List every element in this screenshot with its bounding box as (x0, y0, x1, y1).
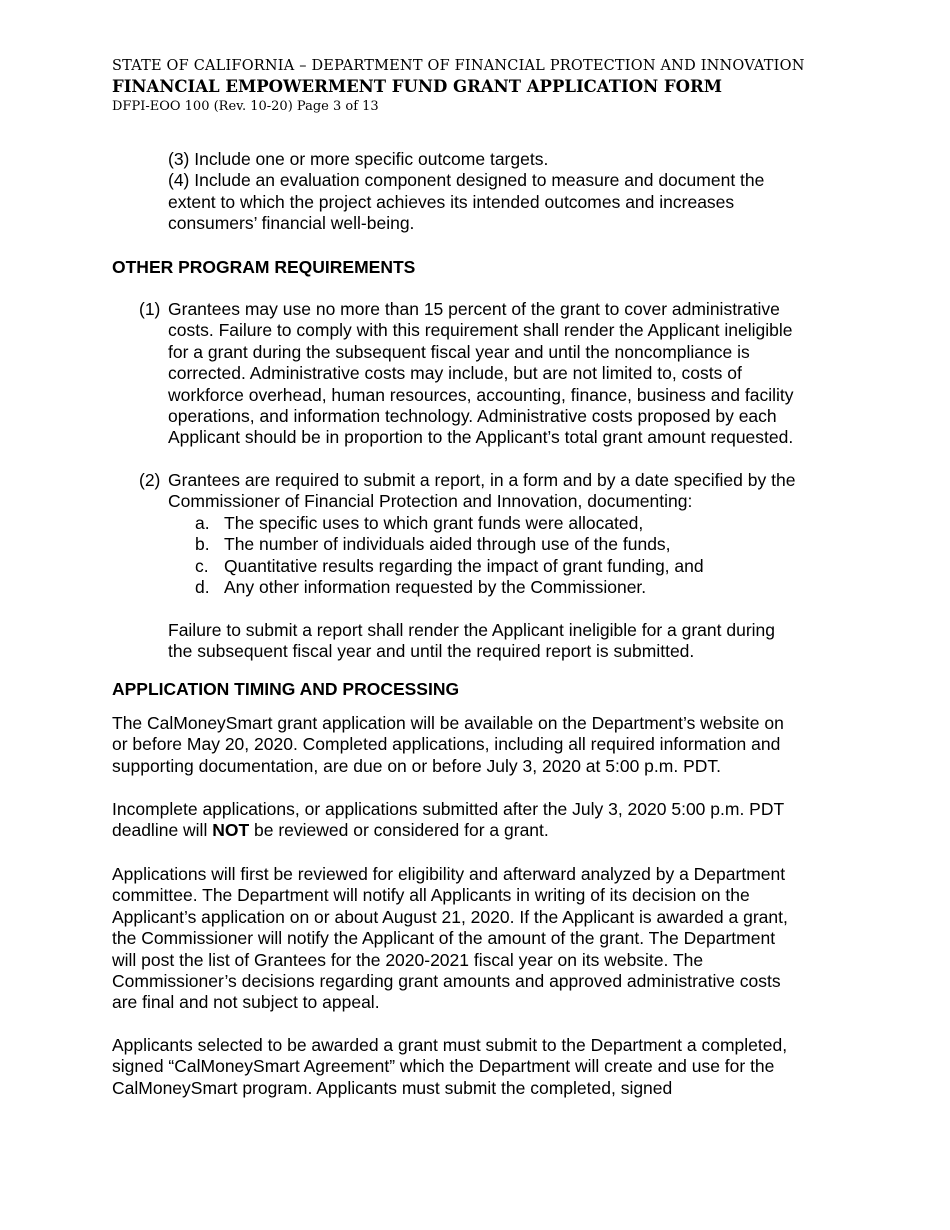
paragraph-line (112, 820, 784, 841)
paragraph-line: Commissioner’s decisions regarding grant amounts and approved administrative costs (112, 971, 781, 992)
paragraph-line: CalMoneySmart program. Applicants must submit the completed, signed (112, 1077, 673, 1098)
list-item-label: d. (195, 577, 210, 598)
timing-paragraph-1 (112, 713, 784, 777)
paragraph-line: Applicant’s application on or about August 21, 2020. If the Applicant is awarded a grant, (112, 906, 788, 927)
section-heading-timing: APPLICATION TIMING AND PROCESSING (112, 679, 460, 699)
requirement-line: Commissioner of Financial Protection and Innovation, documenting: (168, 491, 693, 512)
requirement-text (168, 470, 858, 513)
requirement-line: workforce overhead, human resources, accounting, finance, business and facility (168, 384, 794, 405)
requirement-line: corrected. Administrative costs may include, but are not limited to, costs of (168, 363, 742, 384)
intro-line: extent to which the project achieves its intended outcomes and increases (168, 191, 735, 212)
list-item-text: The specific uses to which grant funds were allocated, (224, 513, 644, 533)
paragraph-line: supporting documentation, are due on or before July 3, 2020 at 5:00 p.m. PDT. (112, 755, 721, 776)
paragraph-line: the subsequent fiscal year and until the required report is submitted. (168, 641, 695, 662)
timing-paragraph-3 (112, 864, 788, 1014)
emphasis-not: NOT (212, 820, 250, 841)
paragraph-line: Failure to submit a report shall render the Applicant ineligible for a grant during (168, 620, 776, 640)
paragraph-line: the Commissioner will notify the Applicant of the amount of the grant. The Department (112, 928, 776, 949)
report-closing-paragraph (168, 620, 775, 663)
paragraph-line: Incomplete applications, or applications submitted after the July 3, 2020 5:00 p.m. PDT (112, 799, 785, 819)
paragraph-line: Applicants selected to be awarded a grant must submit to the Department a completed, (112, 1035, 788, 1055)
list-item-label: b. (195, 534, 210, 555)
requirement-line: costs. Failure to comply with this requirement shall render the Applicant ineligible (168, 320, 793, 341)
requirement-line: for a grant during the subsequent fiscal year and until the noncompliance is (168, 341, 750, 362)
intro-line: consumers’ financial well-being. (168, 213, 415, 234)
requirement-item-1 (139, 299, 859, 451)
list-item-text: Quantitative results regarding the impact of grant funding, and (224, 555, 704, 576)
department-name: STATE OF CALIFORNIA – DEPARTMENT OF FINANCIAL PROTECTION AND INNOVATION (112, 58, 805, 74)
requirement-item-2 (139, 470, 859, 514)
list-item-text: The number of individuals aided through use of the funds, (224, 534, 671, 555)
paragraph-line: The CalMoneySmart grant application will be available on the Department’s website on (112, 713, 784, 733)
form-number: DFPI-EOO 100 (Rev. 10-20) Page 3 of 13 (112, 99, 379, 114)
section-heading-other-requirements: OTHER PROGRAM REQUIREMENTS (112, 257, 416, 277)
document-header (112, 56, 805, 116)
intro-line: (3) Include one or more specific outcome targets. (168, 149, 549, 169)
requirement-line: Grantees are required to submit a report, in a form and by a date specified by the (168, 470, 796, 490)
intro-paragraph (168, 149, 764, 235)
paragraph-line: Applications will first be reviewed for eligibility and afterward analyzed by a Department (112, 864, 786, 884)
paragraph-line: signed “CalMoneySmart Agreement” which the Department will create and use for the (112, 1056, 775, 1077)
paragraph-line: committee. The Department will notify all Applicants in writing of its decision on the (112, 885, 750, 906)
timing-paragraph-2 (112, 799, 784, 842)
paragraph-line: or before May 20, 2020. Completed applications, including all required information and (112, 734, 781, 755)
timing-paragraph-4 (112, 1035, 787, 1099)
list-item-label: a. (195, 513, 210, 533)
text-run: deadline will (112, 820, 213, 841)
requirement-text (168, 299, 858, 449)
paragraph-line: will post the list of Grantees for the 2020-2021 fiscal year on its website. The (112, 949, 704, 970)
intro-line: (4) Include an evaluation component designed to measure and document the (168, 170, 765, 191)
requirement-number: (1) (139, 299, 161, 319)
requirement-number: (2) (139, 470, 161, 490)
list-item-text: Any other information requested by the Commissioner. (224, 577, 647, 598)
form-title: FINANCIAL EMPOWERMENT FUND GRANT APPLICATION FORM (112, 77, 722, 96)
requirement-line: operations, and information technology. Administrative costs proposed by each (168, 406, 777, 427)
requirement-line: Applicant should be in proportion to the Applicant’s total grant amount requested. (168, 427, 794, 448)
text-run: be reviewed or considered for a grant. (249, 820, 549, 841)
paragraph-line: are final and not subject to appeal. (112, 992, 380, 1013)
requirement-line: Grantees may use no more than 15 percent of the grant to cover administrative (168, 299, 780, 319)
list-item-label: c. (195, 555, 209, 576)
